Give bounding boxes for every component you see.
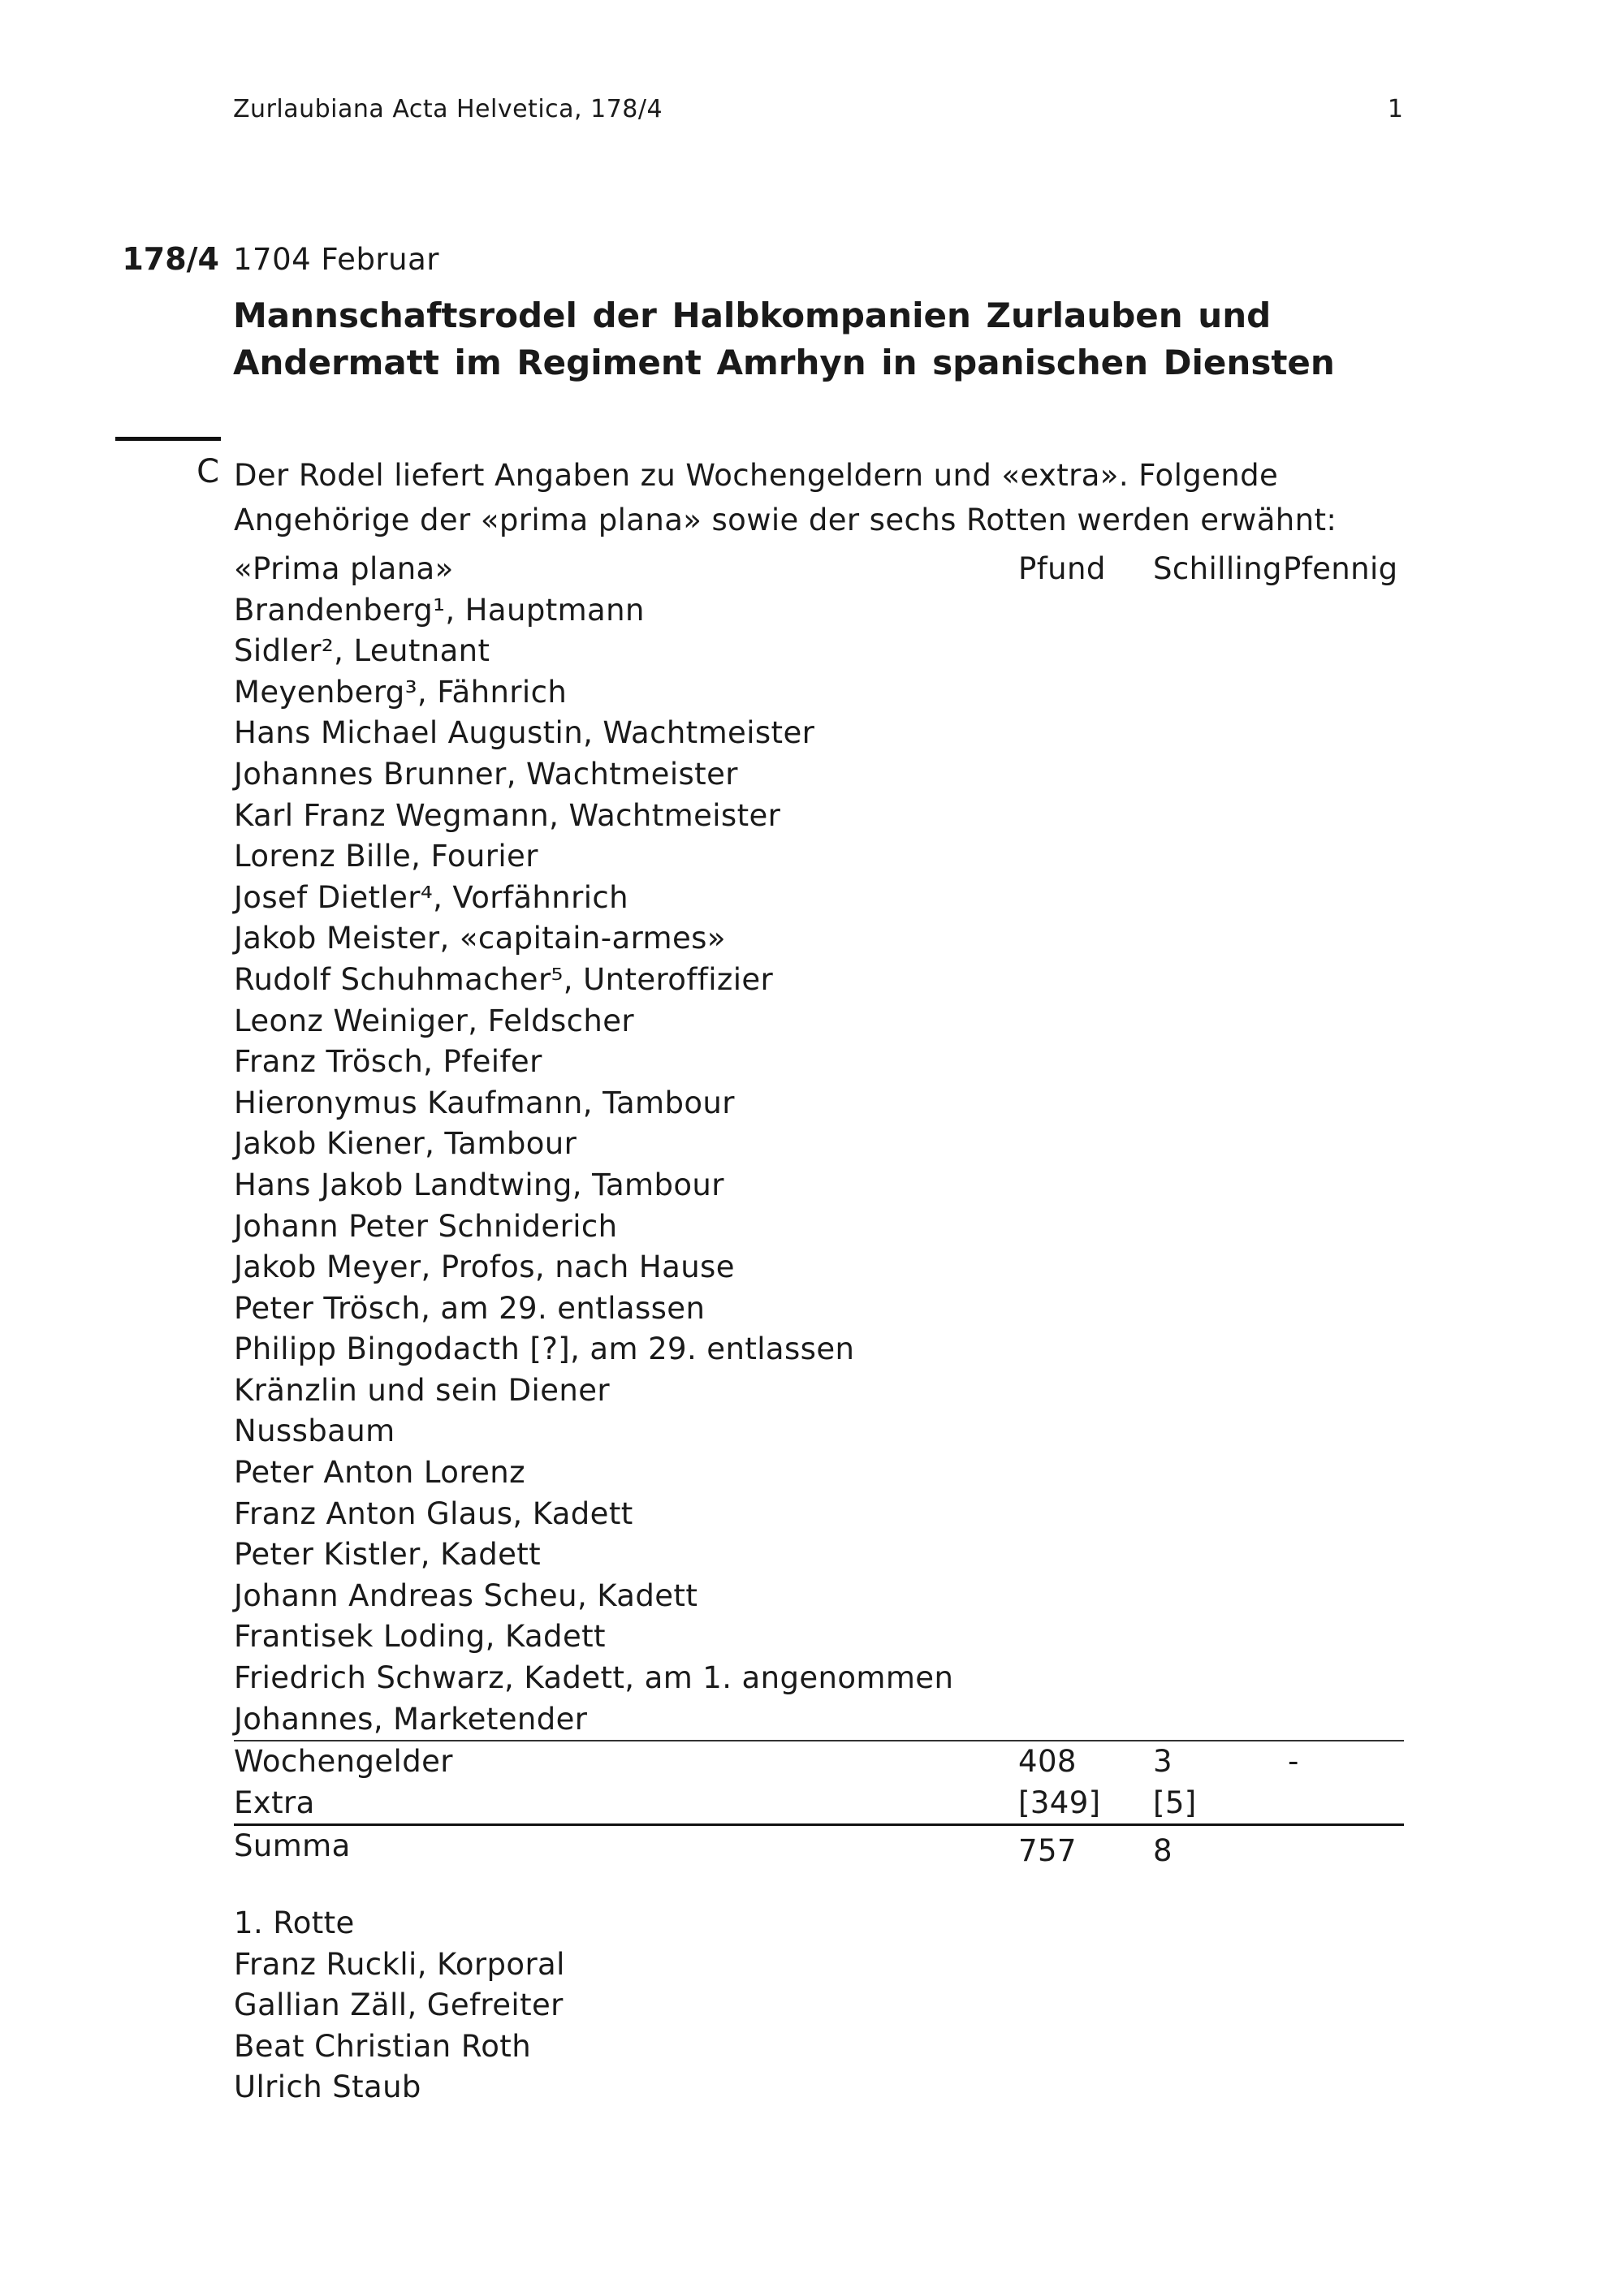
member-name: Sidler², Leutnant (234, 633, 490, 669)
list-item (234, 1083, 1404, 1124)
member-name: Peter Anton Lorenz (234, 1455, 525, 1491)
list-item (234, 2026, 1404, 2068)
rotte-title-row (234, 1903, 1404, 1944)
member-name: Jakob Kiener, Tambour (234, 1126, 577, 1162)
list-item (234, 1985, 1404, 2026)
document-date: 1704 Februar (233, 242, 439, 277)
extra-pfund: [349] (1018, 1785, 1101, 1820)
member-name: Peter Kistler, Kadett (234, 1537, 542, 1573)
list-item (234, 754, 1404, 796)
column-header-pfennig: Pfennig (1283, 551, 1398, 586)
member-name: Brandenberg¹, Hauptmann (234, 592, 645, 628)
running-title: Zurlaubiana Acta Helvetica, 178/4 (233, 95, 663, 123)
document-title: Mannschaftsrodel der Halbkompanien Zurlauben und Andermatt im Regiment Amrhyn in spanischen Diensten (233, 296, 1335, 382)
roster-table (234, 549, 1404, 2108)
list-item (234, 1288, 1404, 1330)
section-title: «Prima plana» (234, 551, 454, 586)
list-item (234, 1616, 1404, 1658)
list-item (234, 2067, 1404, 2108)
list-item (234, 1042, 1404, 1083)
document-number: 178/4 (122, 241, 219, 277)
member-name: Gallian Zäll, Gefreiter (234, 1987, 564, 2023)
list-item (234, 1494, 1404, 1535)
list-item (234, 1124, 1404, 1165)
list-item (234, 1247, 1404, 1288)
source-marker: C (197, 453, 219, 490)
member-name: Frantisek Loding, Kadett (234, 1619, 606, 1655)
summa-label: Summa (234, 1828, 351, 1864)
wochengelder-label: Wochengelder (234, 1744, 453, 1780)
member-name: Rudolf Schuhmacher⁵, Unteroffizier (234, 961, 774, 997)
list-item (234, 1658, 1404, 1699)
list-item (234, 1411, 1404, 1452)
member-name: Ulrich Staub (234, 2069, 421, 2105)
member-name: Philipp Bingodacth [?], am 29. entlassen (234, 1331, 855, 1367)
member-name: Johann Andreas Scheu, Kadett (234, 1577, 698, 1613)
wochengelder-pfennig: - (1288, 1744, 1299, 1780)
summa-schilling: 8 (1153, 1833, 1173, 1869)
column-header-schilling: Schilling (1153, 551, 1282, 586)
list-item (234, 1329, 1404, 1370)
column-header-pfund: Pfund (1018, 551, 1106, 586)
list-item (234, 836, 1404, 878)
list-item (234, 1165, 1404, 1206)
wochengelder-row (234, 1740, 1404, 1783)
member-name: Franz Trösch, Pfeifer (234, 1044, 542, 1080)
member-name: Lorenz Bille, Fourier (234, 839, 538, 874)
member-name: Hans Jakob Landtwing, Tambour (234, 1167, 724, 1202)
list-item (234, 878, 1404, 919)
member-name: Hieronymus Kaufmann, Tambour (234, 1085, 735, 1120)
member-name: Hans Michael Augustin, Wachtmeister (234, 715, 815, 751)
rotte-title: 1. Rotte (234, 1905, 355, 1940)
member-name: Franz Ruckli, Korporal (234, 1946, 565, 1982)
section-rule (115, 437, 221, 441)
page-number: 1 (1387, 95, 1403, 123)
list-item (234, 713, 1404, 754)
list-item (234, 1534, 1404, 1576)
member-name: Kränzlin und sein Diener (234, 1372, 611, 1408)
roster-header-row (234, 549, 1404, 590)
list-item (234, 672, 1404, 714)
member-name: Josef Dietler⁴, Vorfähnrich (234, 879, 629, 915)
member-name: Jakob Meyer, Profos, nach Hause (234, 1249, 735, 1285)
wochengelder-schilling: 3 (1153, 1744, 1173, 1780)
extra-label: Extra (234, 1785, 315, 1820)
list-item (234, 960, 1404, 1001)
list-item (234, 631, 1404, 672)
list-item (234, 796, 1404, 837)
list-item (234, 1944, 1404, 1986)
list-item (234, 1452, 1404, 1494)
extra-row (234, 1783, 1404, 1824)
member-name: Beat Christian Roth (234, 2028, 532, 2064)
list-item (234, 1576, 1404, 1617)
member-name: Franz Anton Glaus, Kadett (234, 1495, 633, 1531)
document-summary: Der Rodel liefert Angaben zu Wochengeldern und «extra». Folgende Angehörige der «prima plana» sowie der sechs Rotten werden erwähnt: (234, 458, 1337, 537)
list-item (234, 590, 1404, 632)
list-item (234, 1206, 1404, 1248)
list-item (234, 918, 1404, 960)
summa-row (234, 1823, 1404, 1867)
summa-pfund: 757 (1018, 1833, 1077, 1869)
member-name: Karl Franz Wegmann, Wachtmeister (234, 797, 781, 833)
list-item (234, 1001, 1404, 1042)
member-name: Nussbaum (234, 1413, 395, 1449)
list-item (234, 1699, 1404, 1741)
member-name: Meyenberg³, Fähnrich (234, 674, 568, 710)
member-name: Peter Trösch, am 29. entlassen (234, 1290, 706, 1326)
extra-schilling: [5] (1153, 1785, 1197, 1820)
member-name: Johann Peter Schniderich (234, 1208, 618, 1244)
wochengelder-pfund: 408 (1018, 1744, 1077, 1780)
spacer (234, 1867, 1404, 1903)
member-name: Friedrich Schwarz, Kadett, am 1. angenommen (234, 1660, 954, 1696)
member-name: Johannes, Marketender (234, 1701, 588, 1737)
member-name: Johannes Brunner, Wachtmeister (234, 756, 738, 792)
list-item (234, 1370, 1404, 1412)
member-name: Jakob Meister, «capitain-armes» (234, 921, 726, 956)
member-name: Leonz Weiniger, Feldscher (234, 1003, 635, 1038)
